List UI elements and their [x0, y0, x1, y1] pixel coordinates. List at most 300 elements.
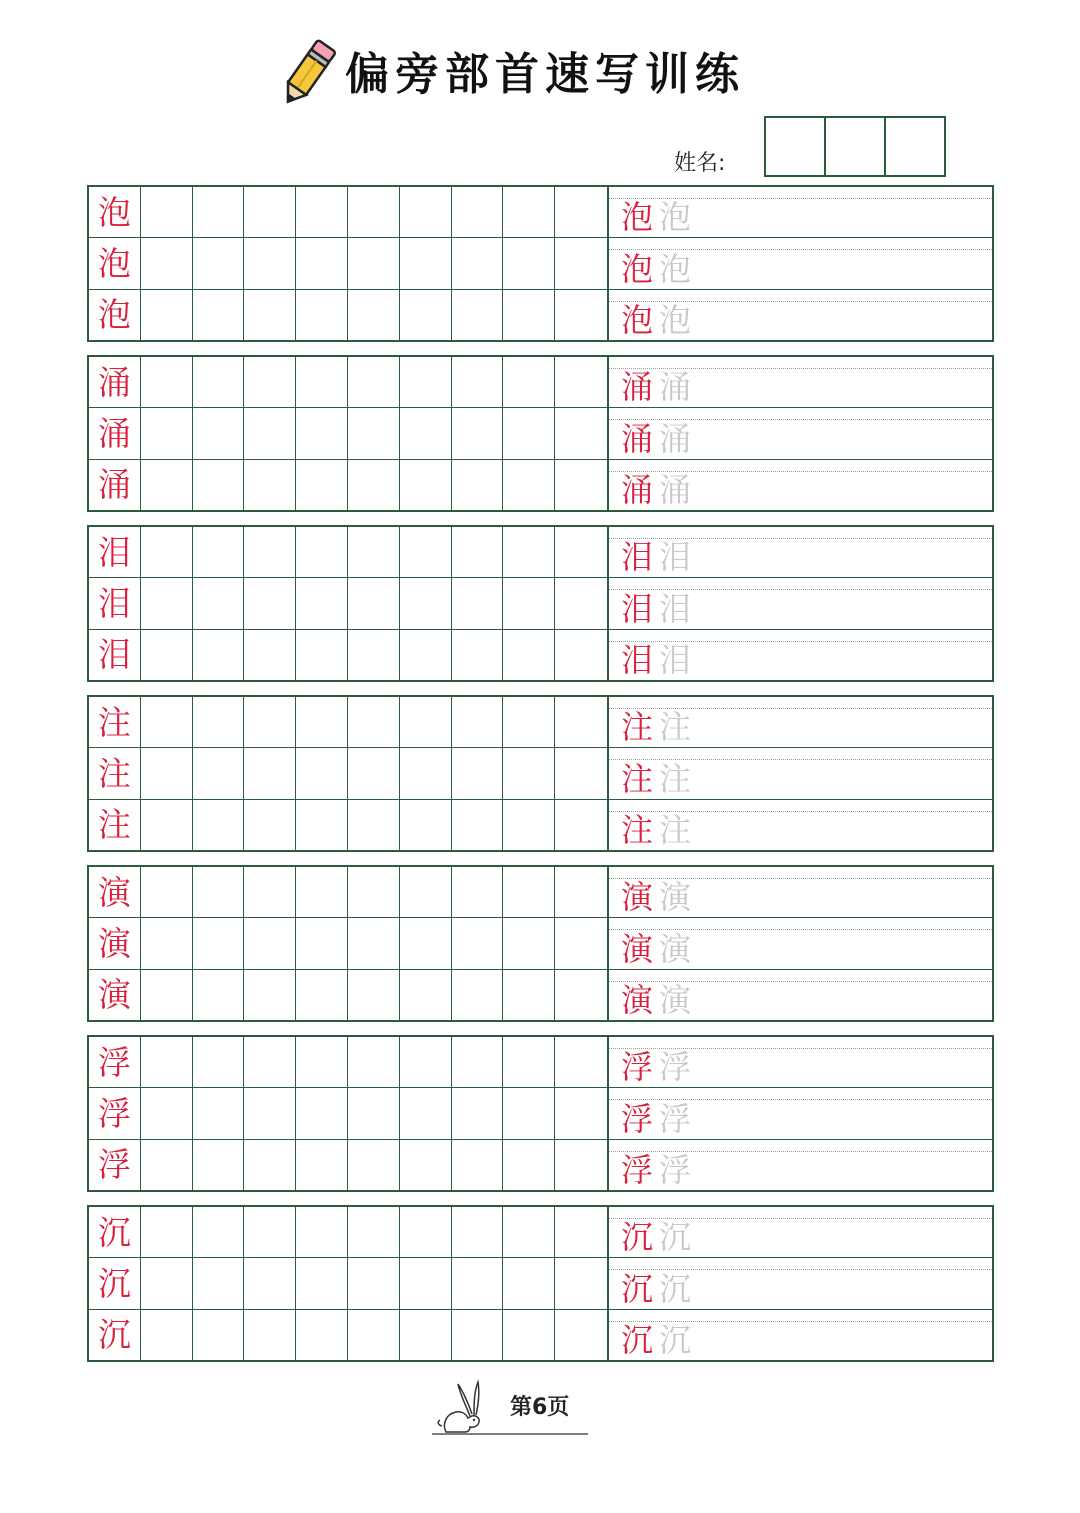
model-char-cell — [89, 1310, 141, 1360]
writing-cell[interactable] — [348, 1037, 400, 1087]
writing-cell[interactable] — [452, 1088, 504, 1138]
trace-guide-char: 浮 — [659, 1048, 692, 1087]
writing-cell[interactable] — [348, 408, 400, 458]
writing-cell[interactable] — [193, 238, 245, 288]
grid-row — [89, 867, 607, 918]
trace-model-char: 泡 — [621, 198, 654, 237]
grid-row — [89, 1207, 607, 1258]
writing-cell[interactable] — [400, 460, 452, 510]
writing-cell[interactable] — [193, 290, 245, 340]
writing-cell[interactable] — [193, 527, 245, 577]
writing-cell[interactable] — [400, 630, 452, 680]
writing-cell[interactable] — [400, 357, 452, 407]
writing-cell[interactable] — [296, 697, 348, 747]
writing-cell[interactable] — [452, 408, 504, 458]
trace-row[interactable] — [609, 697, 992, 748]
writing-cell[interactable] — [503, 867, 555, 917]
writing-cell[interactable] — [400, 1310, 452, 1360]
grid-row — [89, 748, 607, 799]
writing-cell[interactable] — [193, 1207, 245, 1257]
writing-cell[interactable] — [400, 290, 452, 340]
writing-cell[interactable] — [555, 630, 607, 680]
writing-cell[interactable] — [296, 1088, 348, 1138]
model-char-cell — [89, 357, 141, 407]
writing-cell[interactable] — [452, 527, 504, 577]
writing-cell[interactable] — [348, 238, 400, 288]
model-char-cell — [89, 187, 141, 237]
model-char-cell — [89, 918, 141, 968]
writing-cell[interactable] — [193, 1258, 245, 1308]
writing-cell[interactable] — [348, 290, 400, 340]
writing-cell[interactable] — [348, 867, 400, 917]
writing-cell[interactable] — [555, 1037, 607, 1087]
name-boxes[interactable] — [764, 116, 952, 179]
writing-cell[interactable] — [141, 357, 193, 407]
trace-guide-char: 沉 — [659, 1269, 692, 1308]
writing-cell[interactable] — [141, 1310, 193, 1360]
model-char-cell — [89, 1140, 141, 1190]
writing-cell[interactable] — [452, 1258, 504, 1308]
writing-cell[interactable] — [244, 697, 296, 747]
model-char: 浮 — [97, 1093, 131, 1133]
writing-cell[interactable] — [452, 1140, 504, 1190]
writing-cell[interactable] — [400, 970, 452, 1020]
writing-cell[interactable] — [452, 970, 504, 1020]
writing-cell[interactable] — [193, 187, 245, 237]
writing-cell[interactable] — [348, 578, 400, 628]
trace-model-char: 注 — [621, 708, 654, 747]
writing-cell[interactable] — [244, 238, 296, 288]
trace-row[interactable] — [609, 867, 992, 918]
writing-cell[interactable] — [503, 970, 555, 1020]
grid-row — [89, 800, 607, 850]
model-char-cell — [89, 697, 141, 747]
writing-cell[interactable] — [503, 290, 555, 340]
trace-row[interactable] — [609, 1310, 992, 1360]
model-char: 沉 — [97, 1315, 131, 1355]
writing-cell[interactable] — [141, 527, 193, 577]
writing-cell[interactable] — [296, 527, 348, 577]
writing-cell[interactable] — [503, 1207, 555, 1257]
writing-cell[interactable] — [452, 918, 504, 968]
trace-lines — [607, 1037, 992, 1190]
grid-row — [89, 238, 607, 289]
writing-cell[interactable] — [244, 800, 296, 850]
writing-cell[interactable] — [452, 357, 504, 407]
practice-group — [87, 1205, 994, 1362]
writing-cell[interactable] — [555, 460, 607, 510]
writing-cell[interactable] — [244, 1310, 296, 1360]
writing-cell[interactable] — [193, 748, 245, 798]
model-char-cell — [89, 460, 141, 510]
writing-cell[interactable] — [244, 290, 296, 340]
writing-cell[interactable] — [348, 460, 400, 510]
writing-cell[interactable] — [503, 697, 555, 747]
writing-cell[interactable] — [400, 867, 452, 917]
writing-cell[interactable] — [400, 918, 452, 968]
trace-model-char: 泪 — [621, 589, 654, 628]
grid-row — [89, 1258, 607, 1309]
writing-cell[interactable] — [141, 187, 193, 237]
writing-cell[interactable] — [244, 408, 296, 458]
writing-cell[interactable] — [503, 630, 555, 680]
writing-cell[interactable] — [141, 290, 193, 340]
trace-row[interactable] — [609, 748, 992, 799]
writing-cell[interactable] — [400, 408, 452, 458]
trace-guide-char: 泡 — [659, 300, 692, 339]
writing-cell[interactable] — [503, 357, 555, 407]
grid-row — [89, 970, 607, 1020]
writing-cell[interactable] — [193, 800, 245, 850]
writing-cell[interactable] — [555, 1310, 607, 1360]
practice-group — [87, 1035, 994, 1192]
writing-cell[interactable] — [296, 1037, 348, 1087]
writing-cell[interactable] — [193, 1140, 245, 1190]
writing-cell[interactable] — [452, 697, 504, 747]
writing-cell[interactable] — [193, 460, 245, 510]
model-char: 涌 — [97, 362, 131, 402]
writing-cell[interactable] — [503, 1140, 555, 1190]
trace-model-char: 浮 — [621, 1099, 654, 1138]
trace-model-char: 涌 — [621, 419, 654, 458]
trace-guide-char: 泪 — [659, 640, 692, 679]
writing-cell[interactable] — [400, 800, 452, 850]
trace-guide-char: 浮 — [659, 1150, 692, 1189]
trace-model-char: 演 — [621, 980, 654, 1019]
tianzi-grid — [89, 1207, 607, 1360]
writing-cell[interactable] — [244, 527, 296, 577]
trace-row[interactable] — [609, 357, 992, 408]
writing-cell[interactable] — [141, 1037, 193, 1087]
tianzi-grid — [89, 1037, 607, 1190]
writing-cell[interactable] — [193, 867, 245, 917]
writing-cell[interactable] — [452, 867, 504, 917]
trace-row[interactable] — [609, 1140, 992, 1190]
writing-cell[interactable] — [452, 630, 504, 680]
trace-lines — [607, 527, 992, 680]
model-char: 泪 — [97, 635, 131, 675]
writing-cell[interactable] — [348, 697, 400, 747]
writing-cell[interactable] — [503, 578, 555, 628]
writing-cell[interactable] — [555, 578, 607, 628]
trace-model-char: 涌 — [621, 470, 654, 509]
writing-cell[interactable] — [141, 460, 193, 510]
tianzi-grid — [89, 867, 607, 1020]
writing-cell[interactable] — [244, 867, 296, 917]
writing-cell[interactable] — [503, 1310, 555, 1360]
writing-cell[interactable] — [296, 1207, 348, 1257]
writing-cell[interactable] — [503, 1258, 555, 1308]
trace-lines — [607, 697, 992, 850]
writing-cell[interactable] — [503, 238, 555, 288]
writing-cell[interactable] — [452, 1310, 504, 1360]
writing-cell[interactable] — [193, 1310, 245, 1360]
model-char: 泡 — [97, 192, 131, 232]
trace-row[interactable] — [609, 1258, 992, 1309]
writing-cell[interactable] — [452, 1037, 504, 1087]
writing-cell[interactable] — [503, 187, 555, 237]
writing-cell[interactable] — [503, 748, 555, 798]
trace-row[interactable] — [609, 970, 992, 1020]
tianzi-grid — [89, 697, 607, 850]
writing-cell[interactable] — [244, 357, 296, 407]
model-char-cell — [89, 408, 141, 458]
writing-cell[interactable] — [555, 697, 607, 747]
page-title: 偏旁部首速写训练 — [345, 49, 745, 100]
writing-cell[interactable] — [296, 460, 348, 510]
writing-cell[interactable] — [555, 867, 607, 917]
writing-cell[interactable] — [503, 527, 555, 577]
model-char-cell — [89, 578, 141, 628]
model-char-cell — [89, 1207, 141, 1257]
name-box[interactable] — [764, 116, 826, 177]
writing-cell[interactable] — [244, 970, 296, 1020]
writing-cell[interactable] — [296, 630, 348, 680]
writing-cell[interactable] — [555, 408, 607, 458]
trace-row[interactable] — [609, 187, 992, 238]
writing-cell[interactable] — [193, 1037, 245, 1087]
writing-cell[interactable] — [141, 1140, 193, 1190]
model-char: 泪 — [97, 532, 131, 572]
writing-cell[interactable] — [244, 1207, 296, 1257]
writing-cell[interactable] — [244, 630, 296, 680]
writing-cell[interactable] — [193, 630, 245, 680]
writing-cell[interactable] — [296, 408, 348, 458]
trace-model-char: 演 — [621, 878, 654, 917]
writing-cell[interactable] — [348, 918, 400, 968]
writing-cell[interactable] — [503, 460, 555, 510]
writing-cell[interactable] — [555, 527, 607, 577]
trace-row[interactable] — [609, 238, 992, 289]
model-char-cell — [89, 630, 141, 680]
writing-cell[interactable] — [452, 748, 504, 798]
writing-cell[interactable] — [193, 408, 245, 458]
writing-cell[interactable] — [400, 748, 452, 798]
trace-guide-char: 演 — [659, 980, 692, 1019]
model-char: 浮 — [97, 1042, 131, 1082]
writing-cell[interactable] — [296, 970, 348, 1020]
grid-row — [89, 1088, 607, 1139]
trace-row[interactable] — [609, 408, 992, 459]
writing-cell[interactable] — [400, 1037, 452, 1087]
writing-cell[interactable] — [348, 630, 400, 680]
name-label: 姓名: — [674, 151, 726, 176]
model-char: 演 — [97, 872, 131, 912]
trace-model-char: 注 — [621, 810, 654, 849]
writing-cell[interactable] — [503, 800, 555, 850]
writing-cell[interactable] — [296, 867, 348, 917]
model-char: 注 — [97, 805, 131, 845]
writing-cell[interactable] — [555, 918, 607, 968]
writing-cell[interactable] — [296, 238, 348, 288]
writing-cell[interactable] — [193, 1088, 245, 1138]
writing-cell[interactable] — [555, 748, 607, 798]
writing-cell[interactable] — [244, 460, 296, 510]
model-char: 演 — [97, 975, 131, 1015]
grid-row — [89, 527, 607, 578]
grid-row — [89, 357, 607, 408]
writing-cell[interactable] — [555, 290, 607, 340]
writing-cell[interactable] — [348, 970, 400, 1020]
model-char-cell — [89, 1258, 141, 1308]
trace-guide-char: 注 — [659, 759, 692, 798]
writing-cell[interactable] — [555, 1258, 607, 1308]
writing-cell[interactable] — [296, 1140, 348, 1190]
writing-cell[interactable] — [452, 578, 504, 628]
writing-cell[interactable] — [555, 187, 607, 237]
grid-row — [89, 697, 607, 748]
writing-cell[interactable] — [296, 187, 348, 237]
writing-cell[interactable] — [141, 800, 193, 850]
model-char: 涌 — [97, 465, 131, 505]
writing-cell[interactable] — [244, 748, 296, 798]
grid-row — [89, 408, 607, 459]
writing-cell[interactable] — [348, 527, 400, 577]
name-box[interactable] — [884, 116, 946, 177]
writing-cell[interactable] — [141, 408, 193, 458]
trace-row[interactable] — [609, 918, 992, 969]
writing-cell[interactable] — [555, 800, 607, 850]
writing-cell[interactable] — [141, 1258, 193, 1308]
writing-cell[interactable] — [348, 800, 400, 850]
writing-cell[interactable] — [141, 748, 193, 798]
writing-cell[interactable] — [452, 187, 504, 237]
trace-guide-char: 泡 — [659, 249, 692, 288]
writing-cell[interactable] — [400, 1140, 452, 1190]
model-char: 注 — [97, 753, 131, 793]
writing-cell[interactable] — [296, 357, 348, 407]
trace-row[interactable] — [609, 1037, 992, 1088]
writing-cell[interactable] — [141, 867, 193, 917]
grid-row — [89, 1037, 607, 1088]
trace-model-char: 泡 — [621, 249, 654, 288]
writing-cell[interactable] — [348, 357, 400, 407]
writing-cell[interactable] — [244, 187, 296, 237]
writing-cell[interactable] — [400, 187, 452, 237]
trace-guide-char: 演 — [659, 878, 692, 917]
trace-guide-char: 涌 — [659, 470, 692, 509]
writing-cell[interactable] — [452, 238, 504, 288]
trace-model-char: 泡 — [621, 300, 654, 339]
writing-cell[interactable] — [400, 578, 452, 628]
writing-cell[interactable] — [296, 1310, 348, 1360]
writing-cell[interactable] — [141, 697, 193, 747]
writing-cell[interactable] — [503, 918, 555, 968]
writing-cell[interactable] — [348, 748, 400, 798]
writing-cell[interactable] — [348, 1088, 400, 1138]
trace-row[interactable] — [609, 800, 992, 850]
writing-cell[interactable] — [400, 238, 452, 288]
writing-cell[interactable] — [400, 1088, 452, 1138]
writing-cell[interactable] — [503, 1088, 555, 1138]
writing-cell[interactable] — [141, 630, 193, 680]
writing-cell[interactable] — [244, 1140, 296, 1190]
writing-cell[interactable] — [193, 918, 245, 968]
writing-cell[interactable] — [400, 1258, 452, 1308]
model-char-cell — [89, 970, 141, 1020]
tianzi-grid — [89, 187, 607, 340]
writing-cell[interactable] — [141, 578, 193, 628]
writing-cell[interactable] — [141, 970, 193, 1020]
trace-row[interactable] — [609, 527, 992, 578]
writing-cell[interactable] — [555, 1088, 607, 1138]
writing-cell[interactable] — [296, 290, 348, 340]
writing-cell[interactable] — [555, 1140, 607, 1190]
writing-cell[interactable] — [348, 1140, 400, 1190]
writing-cell[interactable] — [348, 187, 400, 237]
writing-cell[interactable] — [555, 238, 607, 288]
trace-lines — [607, 1207, 992, 1360]
writing-cell[interactable] — [244, 578, 296, 628]
writing-cell[interactable] — [452, 290, 504, 340]
trace-row[interactable] — [609, 460, 992, 510]
writing-cell[interactable] — [296, 800, 348, 850]
writing-cell[interactable] — [193, 357, 245, 407]
writing-cell[interactable] — [244, 1258, 296, 1308]
writing-cell[interactable] — [244, 1088, 296, 1138]
writing-cell[interactable] — [141, 918, 193, 968]
model-char: 泪 — [97, 583, 131, 623]
model-char-cell — [89, 800, 141, 850]
writing-cell[interactable] — [503, 1037, 555, 1087]
writing-cell[interactable] — [141, 238, 193, 288]
practice-group — [87, 525, 994, 682]
writing-cell[interactable] — [244, 918, 296, 968]
tianzi-grid — [89, 527, 607, 680]
writing-cell[interactable] — [555, 357, 607, 407]
writing-cell[interactable] — [141, 1207, 193, 1257]
model-char: 沉 — [97, 1212, 131, 1252]
writing-cell[interactable] — [296, 918, 348, 968]
model-char-cell — [89, 290, 141, 340]
writing-cell[interactable] — [296, 748, 348, 798]
trace-guide-char: 注 — [659, 708, 692, 747]
tianzi-grid — [89, 357, 607, 510]
writing-cell[interactable] — [555, 970, 607, 1020]
writing-cell[interactable] — [400, 527, 452, 577]
trace-row[interactable] — [609, 1207, 992, 1258]
writing-cell[interactable] — [452, 460, 504, 510]
writing-cell[interactable] — [348, 1310, 400, 1360]
grid-row — [89, 1310, 607, 1360]
writing-cell[interactable] — [503, 408, 555, 458]
writing-cell[interactable] — [296, 578, 348, 628]
writing-cell[interactable] — [193, 697, 245, 747]
trace-model-char: 浮 — [621, 1150, 654, 1189]
trace-row[interactable] — [609, 1088, 992, 1139]
writing-cell[interactable] — [555, 1207, 607, 1257]
writing-cell[interactable] — [452, 1207, 504, 1257]
trace-row[interactable] — [609, 578, 992, 629]
writing-cell[interactable] — [244, 1037, 296, 1087]
writing-cell[interactable] — [348, 1258, 400, 1308]
writing-cell[interactable] — [452, 800, 504, 850]
trace-row[interactable] — [609, 630, 992, 680]
grid-row — [89, 187, 607, 238]
writing-cell[interactable] — [193, 970, 245, 1020]
writing-cell[interactable] — [141, 1088, 193, 1138]
writing-cell[interactable] — [400, 697, 452, 747]
trace-guide-char: 演 — [659, 929, 692, 968]
name-box[interactable] — [824, 116, 886, 177]
writing-cell[interactable] — [400, 1207, 452, 1257]
trace-model-char: 沉 — [621, 1269, 654, 1308]
trace-row[interactable] — [609, 290, 992, 340]
writing-cell[interactable] — [296, 1258, 348, 1308]
trace-model-char: 沉 — [621, 1218, 654, 1257]
writing-cell[interactable] — [348, 1207, 400, 1257]
writing-cell[interactable] — [193, 578, 245, 628]
